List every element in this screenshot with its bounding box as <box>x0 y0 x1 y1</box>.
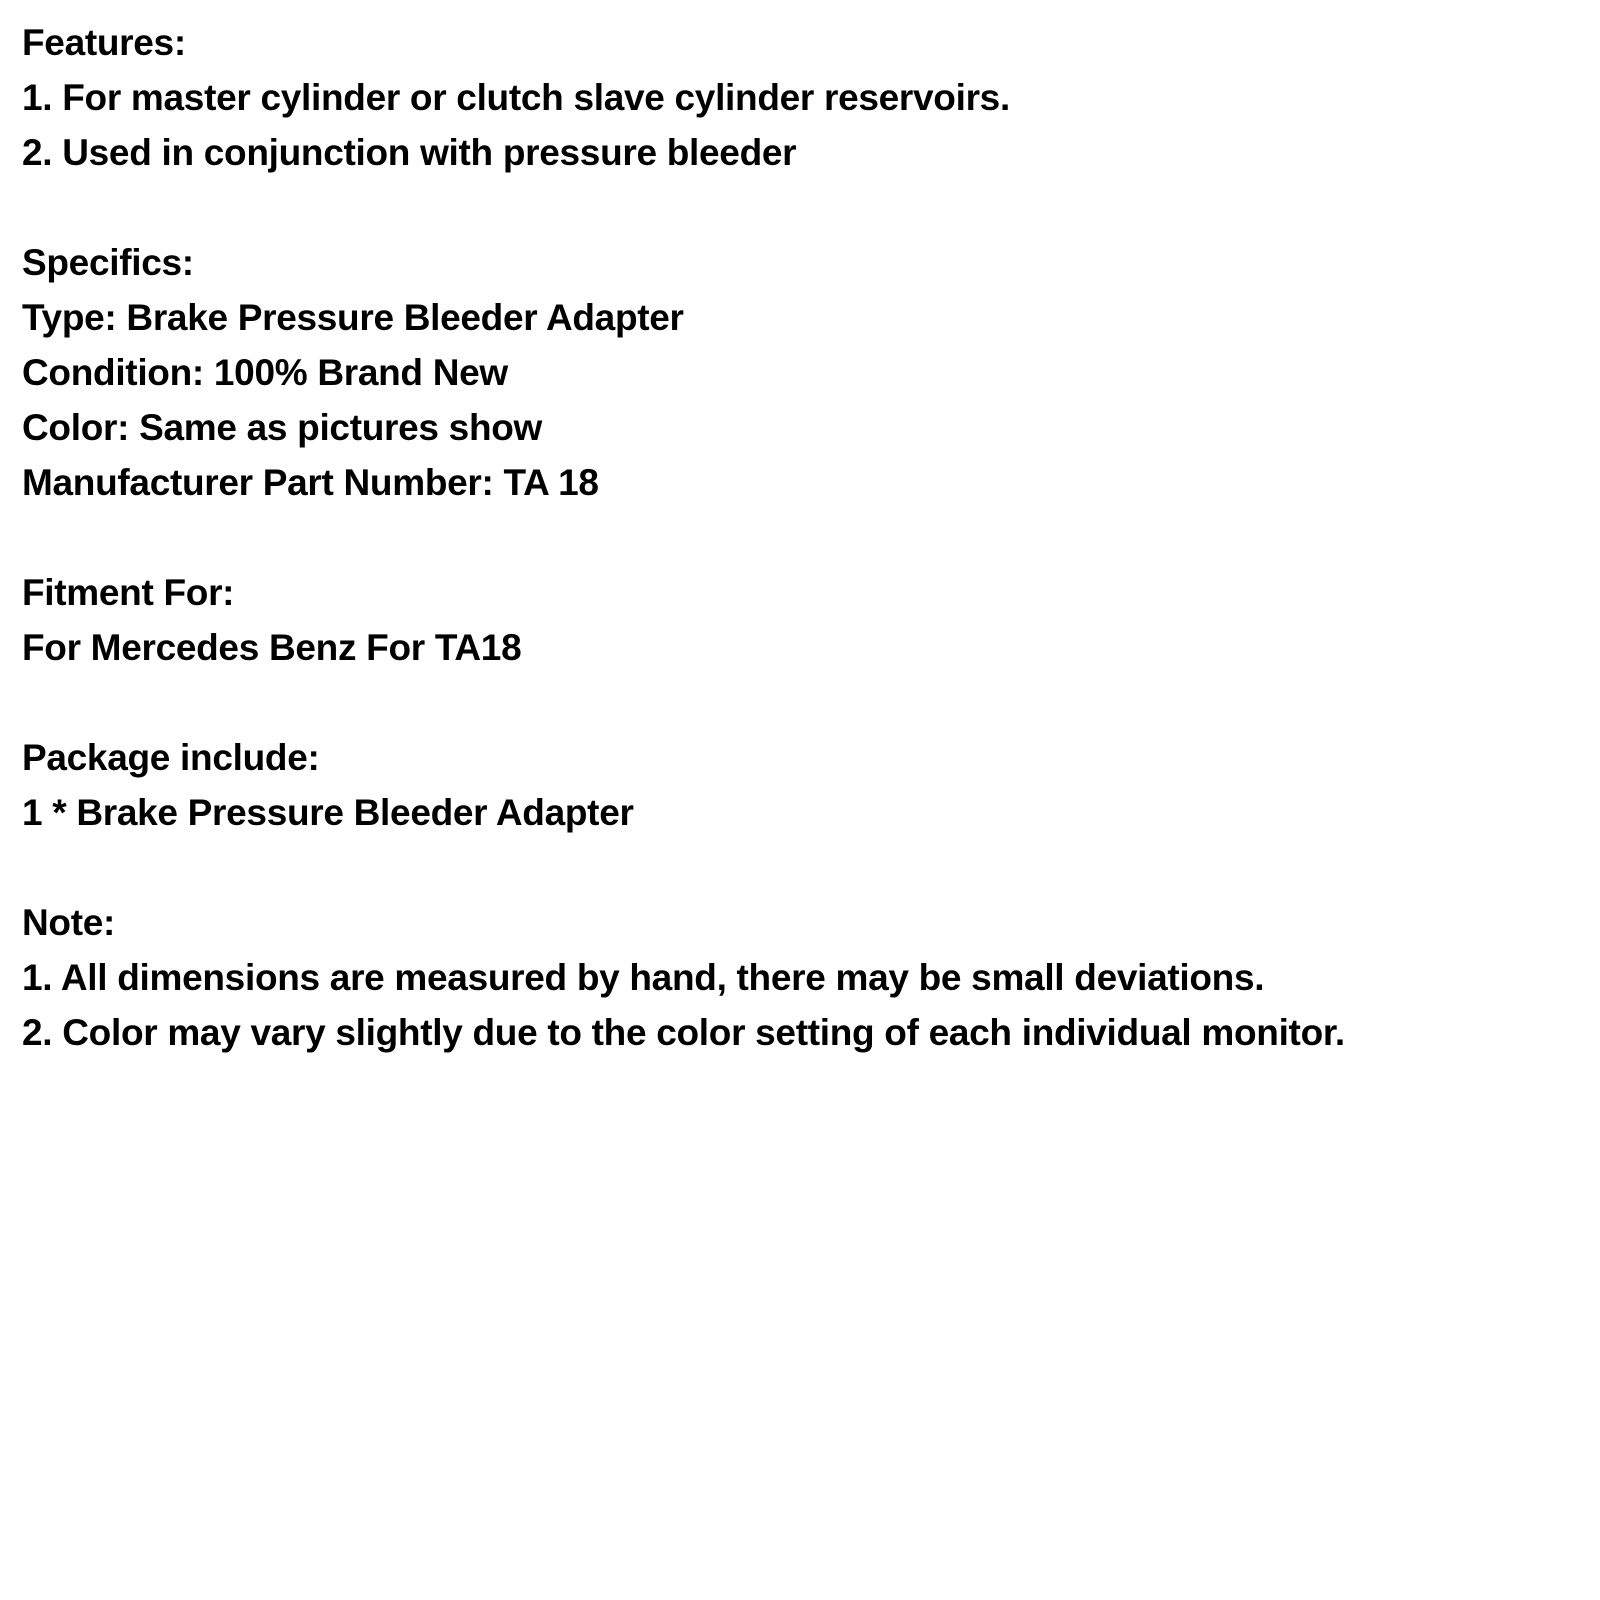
features-line-2: 2. Used in conjunction with pressure bleeder <box>22 132 797 173</box>
specifics-part-number: Manufacturer Part Number: TA 18 <box>22 462 599 503</box>
blank-line <box>22 180 1560 235</box>
specifics-condition: Condition: 100% Brand New <box>22 352 508 393</box>
features-heading: Features: <box>22 22 186 63</box>
fitment-line-1: For Mercedes Benz For TA18 <box>22 627 522 668</box>
specifics-color: Color: Same as pictures show <box>22 407 543 448</box>
specifics-heading: Specifics: <box>22 242 194 283</box>
features-line-1: 1. For master cylinder or clutch slave cylinder reservoirs. <box>22 77 1010 118</box>
blank-line <box>22 840 1560 895</box>
product-description-text <box>22 15 1560 1060</box>
note-line-1: 1. All dimensions are measured by hand, there may be small deviations. <box>22 957 1265 998</box>
fitment-heading: Fitment For: <box>22 572 235 613</box>
note-line-2: 2. Color may vary slightly due to the color setting of each individual monitor. <box>22 1012 1345 1053</box>
package-line-1: 1 * Brake Pressure Bleeder Adapter <box>22 792 634 833</box>
blank-line <box>22 510 1560 565</box>
note-heading: Note: <box>22 902 116 943</box>
blank-line <box>22 675 1560 730</box>
specifics-type: Type: Brake Pressure Bleeder Adapter <box>22 297 684 338</box>
package-heading: Package include: <box>22 737 320 778</box>
